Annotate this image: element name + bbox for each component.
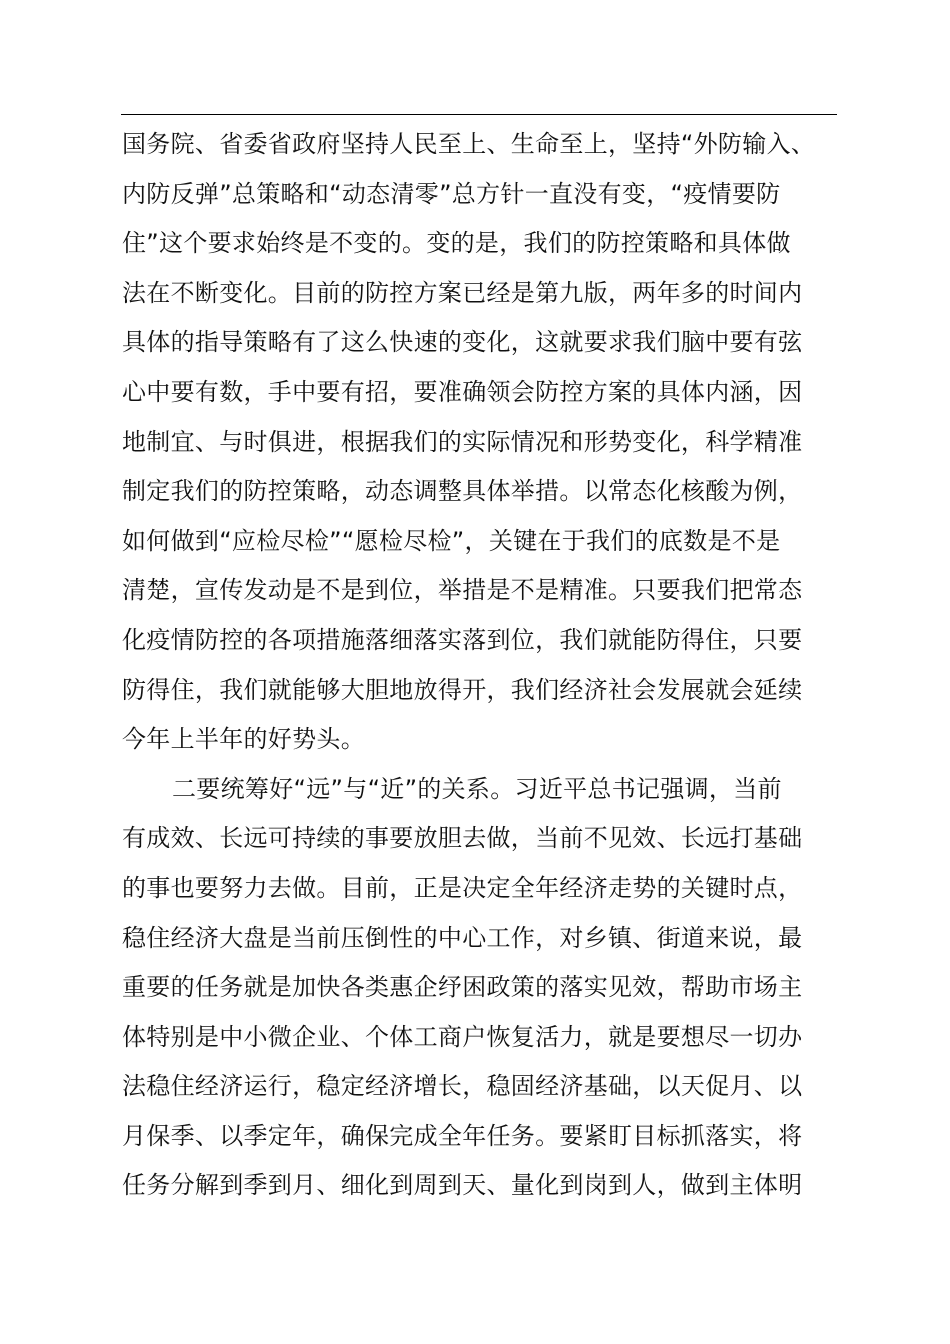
text-line: 二要统筹好“远”与“近”的关系。习近平总书记强调，当前 xyxy=(172,774,782,803)
text-line: 国务院、省委省政府坚持人民至上、生命至上，坚持“外防输入、 xyxy=(122,130,816,158)
text-line: 重要的任务就是加快各类惠企纾困政策的落实见效，帮助市场主 xyxy=(122,973,803,1002)
text-line: 的事也要努力去做。目前，正是决定全年经济走势的关键时点， xyxy=(122,873,803,902)
text-line: 月保季、以季定年，确保完成全年任务。要紧盯目标抓落实，将 xyxy=(122,1121,803,1150)
text-line: 防得住，我们就能够大胆地放得开，我们经济社会发展就会延续 xyxy=(122,675,803,704)
text-line: 体特别是中小微企业、个体工商户恢复活力，就是要想尽一切办 xyxy=(122,1022,803,1051)
text-line: 清楚，宣传发动是不是到位，举措是不是精准。只要我们把常态 xyxy=(122,576,803,605)
text-line: 任务分解到季到月、细化到周到天、量化到岗到人，做到主体明 xyxy=(122,1171,803,1200)
paragraph-2 xyxy=(122,765,842,1211)
text-line: 内防反弹”总策略和“动态清零”总方针一直没有变，“疫情要防 xyxy=(122,179,781,208)
paragraph-1 xyxy=(122,120,842,765)
text-line: 今年上半年的好势头。 xyxy=(122,725,365,754)
text-line: 如何做到“应检尽检”“愿检尽检”，关键在于我们的底数是不是 xyxy=(122,526,781,555)
text-line: 地制宜、与时俱进，根据我们的实际情况和形势变化，科学精准 xyxy=(122,427,803,456)
header-rule xyxy=(121,114,837,115)
text-line: 稳住经济大盘是当前压倒性的中心工作，对乡镇、街道来说，最 xyxy=(122,923,803,952)
text-line: 制定我们的防控策略，动态调整具体举措。以常态化核酸为例， xyxy=(122,477,803,506)
text-line: 法在不断变化。目前的防控方案已经是第九版，两年多的时间内 xyxy=(122,278,803,307)
body-text xyxy=(122,120,842,1211)
text-line: 化疫情防控的各项措施落细落实落到位，我们就能防得住，只要 xyxy=(122,625,803,654)
text-line: 具体的指导策略有了这么快速的变化，这就要求我们脑中要有弦 xyxy=(122,328,803,357)
text-line: 有成效、长远可持续的事要放胆去做，当前不见效、长远打基础 xyxy=(122,824,803,853)
text-line: 心中要有数，手中要有招，要准确领会防控方案的具体内涵，因 xyxy=(122,377,803,406)
text-line: 法稳住经济运行，稳定经济增长，稳固经济基础，以天促月、以 xyxy=(122,1072,803,1101)
text-line: 住”这个要求始终是不变的。变的是，我们的防控策略和具体做 xyxy=(122,229,791,258)
